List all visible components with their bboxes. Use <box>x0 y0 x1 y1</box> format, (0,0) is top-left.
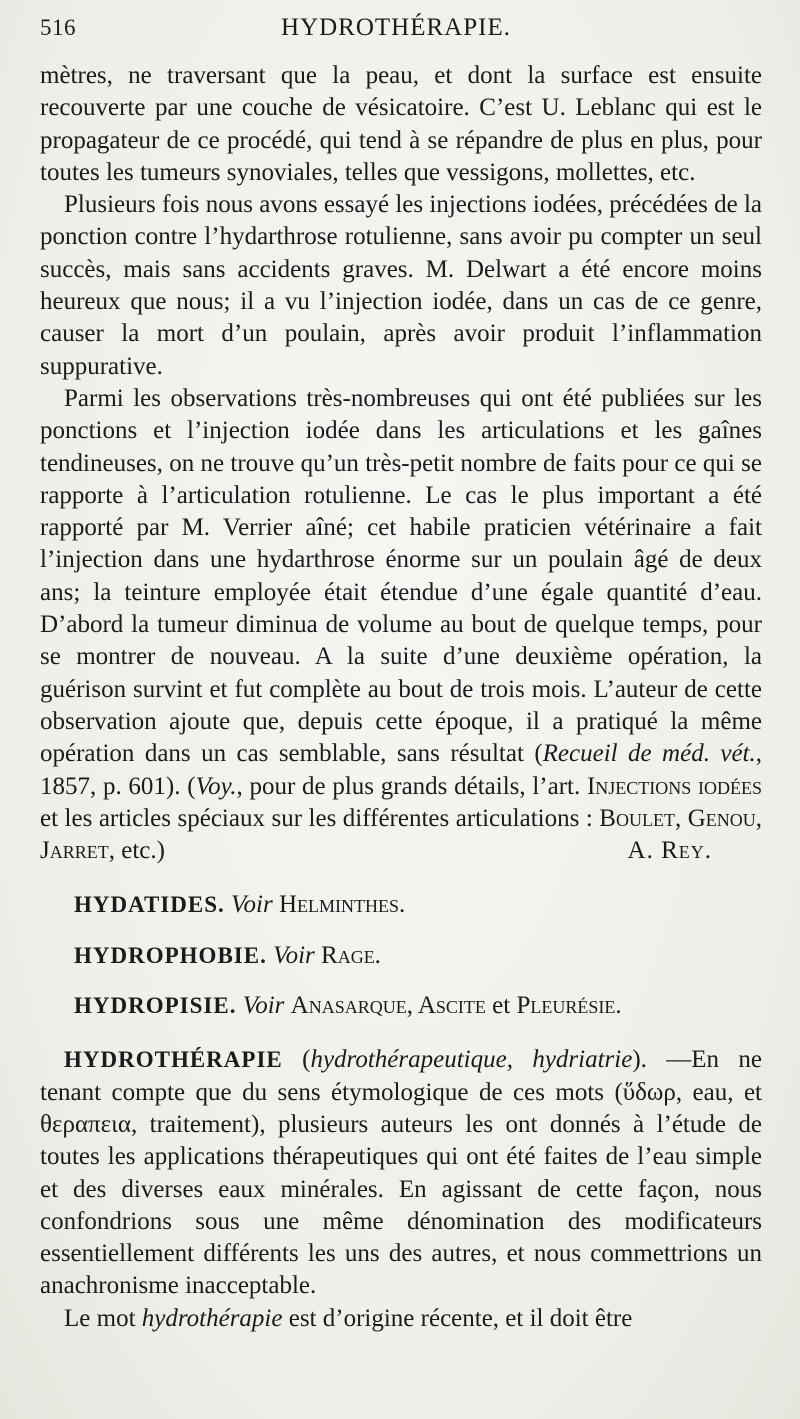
paragraph-observations <box>40 383 762 867</box>
entry-hydatides <box>40 889 762 921</box>
running-title: HYDROTHÉRAPIE. <box>281 14 511 41</box>
entry-hydrotherapie <box>40 1044 762 1302</box>
entry-voir: Voir <box>242 992 285 1020</box>
word-origin-term: hydrothérapie <box>141 1304 283 1332</box>
etc-text: etc.) <box>114 837 165 865</box>
articles-text: et les articles spéciaux sur les différentes articulations : <box>40 804 600 832</box>
entry-target-2: Pleurésie. <box>516 992 622 1020</box>
see-also-text: , pour de plus grands détails, l’art. <box>236 772 587 800</box>
hydrotherapie-headword: HYDROTHÉRAPIE <box>64 1047 283 1073</box>
entry-hydropisie <box>40 990 762 1022</box>
close-paren-dash: ). — <box>632 1046 692 1074</box>
paragraph-continuation: mètres, ne traversant que la peau, et dont la surface est ensuite recouverte par une couche de vésicatoire. C’est U. Leblanc qui est le propagateur de ce procédé, qui tend à se répandre de plus en plus, pour toutes les tumeurs synoviales, telles que vessigons, mollettes, etc. <box>40 62 762 186</box>
reference-title: Recueil de méd. vét. <box>542 740 756 768</box>
word-origin-end: est d’origine récente, et il doit être <box>282 1304 633 1332</box>
cross-ref-injections: Injections iodées <box>586 772 762 800</box>
entry-hydrophobie <box>40 940 762 972</box>
page-header <box>40 14 762 60</box>
author-signature: A. Rey. <box>627 837 712 865</box>
entry-headword: HYDROPISIE. <box>74 993 237 1019</box>
word-origin-start: Le mot <box>64 1304 142 1332</box>
entry-target: Helminthes. <box>278 891 406 919</box>
hydrotherapie-synonyms: hydrothérapeutique, hydriatrie <box>310 1046 633 1074</box>
paragraph-word-origin <box>40 1303 762 1335</box>
entry-headword: HYDROPHOBIE. <box>74 942 267 968</box>
entry-voir: Voir <box>273 941 315 969</box>
open-paren: ( <box>282 1046 311 1074</box>
paragraph-iodine-injections: Plusieurs fois nous avons essayé les injections iodées, précédées de la ponction contre l’hydarthrose rotulienne, sans avoir pu compter un seul succès, mais sans accidents graves. M. Delwart a été encore moins heureux que nous; il a vu l’injection iodée, dans un cas de ce genre, causer la mort d’un poulain, après avoir produit l’inflammation suppurative. <box>40 191 762 380</box>
observations-text: Parmi les observations très-nombreuses qui ont été publiées sur les ponctions et l’injection iodée dans les articulations et les gaînes tendineuses, on ne trouve qu’un très-petit nombre de faits pour ce qui se rapporte à l’articulation rotulienne. Le cas le plus important a été rapporté par M. Verrier aîné; cet habile praticien vétérinaire a fait l’injection dans une hydarthrose énorme sur un poulain âgé de deux ans; la teinture employée était étendue d’une égale quantité d’eau. D’abord la tumeur diminua de volume au bout de quelque temps, pour se montrer de nouveau. A la suite d’une deuxième opération, la guérison survint et fut complète au bout de trois mois. L’auteur de cette observation ajoute que, depuis cette époque, il a pratiqué la même opération dans un cas semblable, sans résultat ( <box>40 384 762 768</box>
entry-voir: Voir <box>231 891 273 919</box>
entry-target: Anasarque, Ascite <box>290 992 486 1020</box>
page-number: 516 <box>40 15 76 40</box>
entry-headword: HYDATIDES. <box>74 892 225 918</box>
cross-ref-articulations: Boulet, Genou, Jarret, <box>40 804 762 865</box>
hydrotherapie-text: En ne tenant compte que du sens étymologique de ces mots (ὕδωρ, eau, et θεραπεια, traitement), plusieurs auteurs les ont donnés à l’étude de toutes les applications thérapeutiques qui ont été faites de l’eau simple et des diverses eaux minérales. En agissant de cette façon, nous confondrions sous une même dénomination des modificateurs essentiellement différents les uns des autres, et nous commettrions un anachronisme inacceptable. <box>40 1046 762 1300</box>
entry-target: Rage. <box>321 941 381 969</box>
reference-details: , 1857, p. 601). ( <box>40 740 762 800</box>
voy-abbrev: Voy. <box>195 772 237 800</box>
entry-conjunction: et <box>485 992 517 1020</box>
